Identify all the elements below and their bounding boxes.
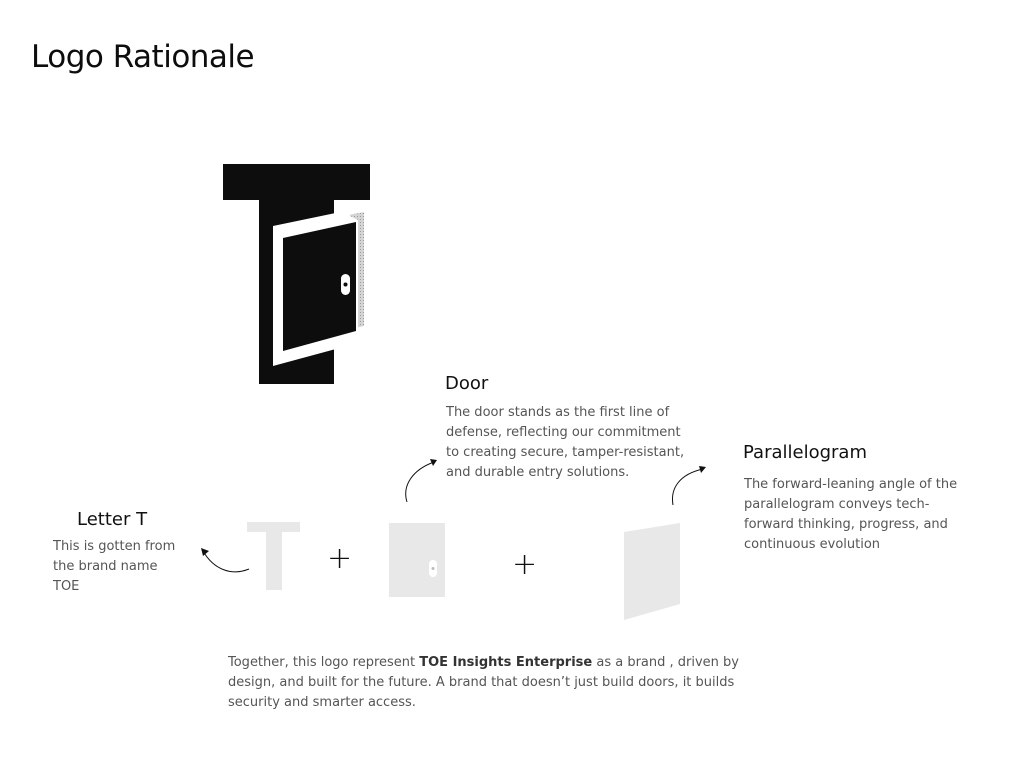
plus-sign: + bbox=[512, 547, 538, 582]
door-shape bbox=[389, 523, 445, 597]
parallelogram-shape bbox=[624, 523, 680, 620]
door-heading: Door bbox=[445, 373, 489, 394]
page-title: Logo Rationale bbox=[31, 39, 255, 75]
footer-intro: Together, this logo represent bbox=[228, 655, 420, 670]
plus-sign: + bbox=[327, 541, 353, 576]
letter-t-description: This is gotten from the brand name TOE bbox=[53, 539, 176, 594]
curved-arrow-icon bbox=[406, 459, 437, 502]
parallelogram-heading: Parallelogram bbox=[743, 442, 867, 463]
curved-arrow-icon bbox=[672, 466, 706, 505]
footer-brand-name: TOE Insights Enterprise bbox=[419, 655, 593, 670]
parallelogram-description: The forward-leaning angle of the parallelogram conveys tech-forward thinking, progress, and continuous evolution bbox=[744, 477, 958, 552]
letter-t-shape bbox=[247, 522, 300, 590]
footer-paragraph bbox=[228, 653, 788, 713]
door-description: The door stands as the first line of defense, reflecting our commitment to creating secure, tamper-resistant, and durable entry solutions. bbox=[446, 405, 685, 480]
curved-arrow-icon bbox=[201, 548, 249, 572]
footer-outro: as a brand , driven by design, and built for the future. A brand that doesn’t just build doors, it builds security and smarter access. bbox=[228, 655, 739, 710]
letter-t-heading: Letter T bbox=[77, 509, 148, 530]
